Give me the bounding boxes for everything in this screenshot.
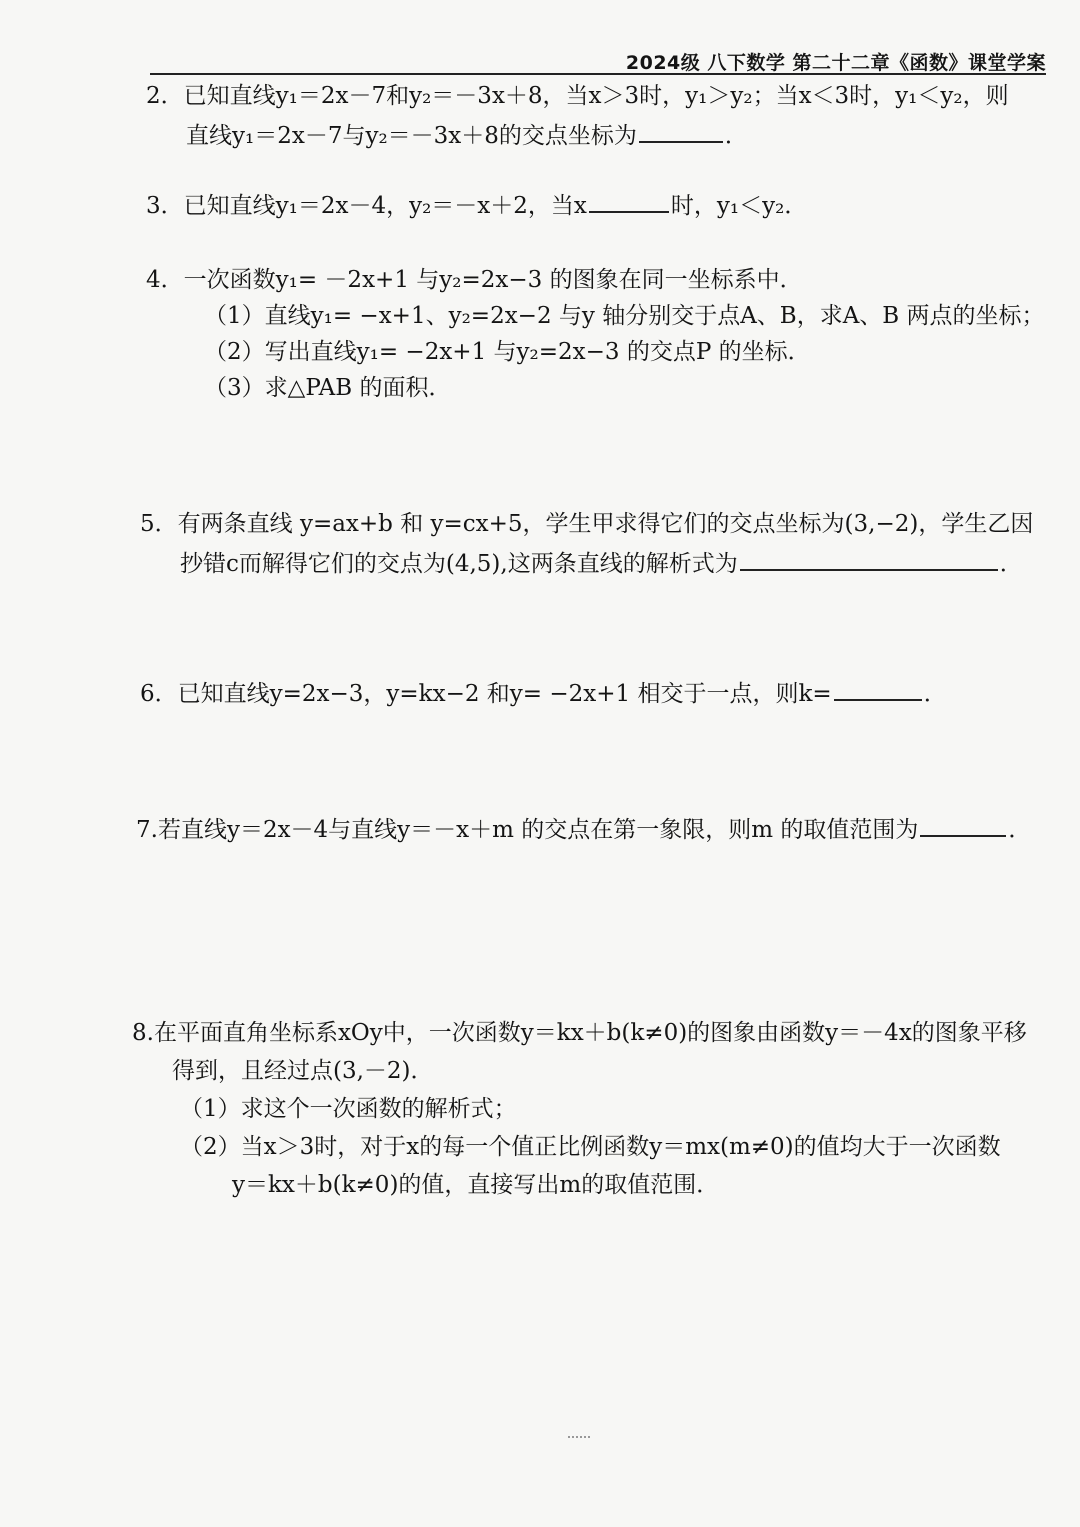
question-3-before: 已知直线y₁＝2x－4，y₂＝－x＋2，当x — [183, 193, 587, 219]
question-7-before: 若直线y＝2x－4与直线y＝－x＋m 的交点在第一象限，则m 的取值范围为 — [157, 817, 919, 843]
answer-blank-6[interactable] — [834, 677, 922, 701]
answer-blank-2[interactable] — [639, 119, 723, 143]
question-2-line2: 直线y₁＝2x－7与y₂＝－3x＋8的交点坐标为 — [186, 123, 637, 149]
question-4-number: 4． — [146, 267, 184, 293]
question-2 — [146, 78, 1009, 154]
question-4-sub2: （2）写出直线y₁= −2x+1 与y₂=2x−3 的交点P 的坐标． — [204, 339, 811, 365]
question-5 — [140, 506, 1033, 582]
question-5-line2: 抄错c而解得它们的交点为(4,5),这两条直线的解析式为 — [180, 551, 738, 577]
question-8-line2: 得到，且经过点(3,－2)． — [172, 1058, 434, 1084]
answer-blank-5[interactable] — [740, 547, 998, 571]
question-2-line1: 已知直线y₁＝2x－7和y₂＝－3x＋8，当x＞3时，y₁＞y₂；当x＜3时，y₁＜y₂，则 — [183, 83, 1009, 109]
question-6-before: 已知直线y=2x−3，y=kx−2 和y= −2x+1 相交于一点，则k= — [177, 681, 832, 707]
question-5-period: ． — [999, 551, 1023, 577]
question-3 — [146, 188, 807, 224]
question-5-line1: 有两条直线 y=ax+b 和 y=cx+5，学生甲求得它们的交点坐标为(3,−2)，学生乙因 — [177, 511, 1034, 537]
question-8-number: 8. — [132, 1020, 154, 1046]
question-8-sub2: （2）当x＞3时，对于x的每一个值正比例函数y＝mx(m≠0)的值均大于一次函数 — [180, 1134, 1001, 1160]
question-4-sub1: （1）直线y₁= −x+1、y₂=2x−2 与y 轴分别交于点A、B，求A、B 两点的坐标； — [204, 303, 1045, 329]
question-6-after: ． — [923, 681, 947, 707]
question-3-number: 3． — [146, 193, 184, 219]
answer-blank-7[interactable] — [920, 813, 1006, 837]
question-2-period: ． — [724, 123, 748, 149]
header-rule — [150, 73, 1046, 75]
question-8 — [132, 1014, 1027, 1204]
page-header: 2024级 八下数学 第二十二章《函数》课堂学案 — [625, 52, 1046, 74]
question-5-number: 5． — [140, 511, 178, 537]
question-4 — [146, 262, 1045, 406]
question-4-sub3: （3）求△PAB 的面积． — [204, 375, 452, 401]
question-2-number: 2． — [146, 83, 184, 109]
question-7-number: 7. — [136, 817, 158, 843]
page-number-mark — [568, 1436, 590, 1442]
answer-blank-3[interactable] — [589, 189, 669, 213]
question-8-line1: 在平面直角坐标系xOy中，一次函数y＝kx＋b(k≠0)的图象由函数y＝－4x的图象平移 — [153, 1020, 1027, 1046]
question-6 — [140, 676, 947, 712]
question-7 — [136, 812, 1031, 848]
question-4-stem: 一次函数y₁= －2x+1 与y₂=2x−3 的图象在同一坐标系中． — [183, 267, 803, 293]
question-8-sub2-cont: y＝kx＋b(k≠0)的值，直接写出m的取值范围． — [232, 1172, 720, 1198]
question-8-sub1: （1）求这个一次函数的解析式； — [180, 1096, 517, 1122]
question-7-after: ． — [1008, 817, 1032, 843]
question-3-after: 时，y₁＜y₂． — [670, 193, 808, 219]
question-6-number: 6． — [140, 681, 178, 707]
